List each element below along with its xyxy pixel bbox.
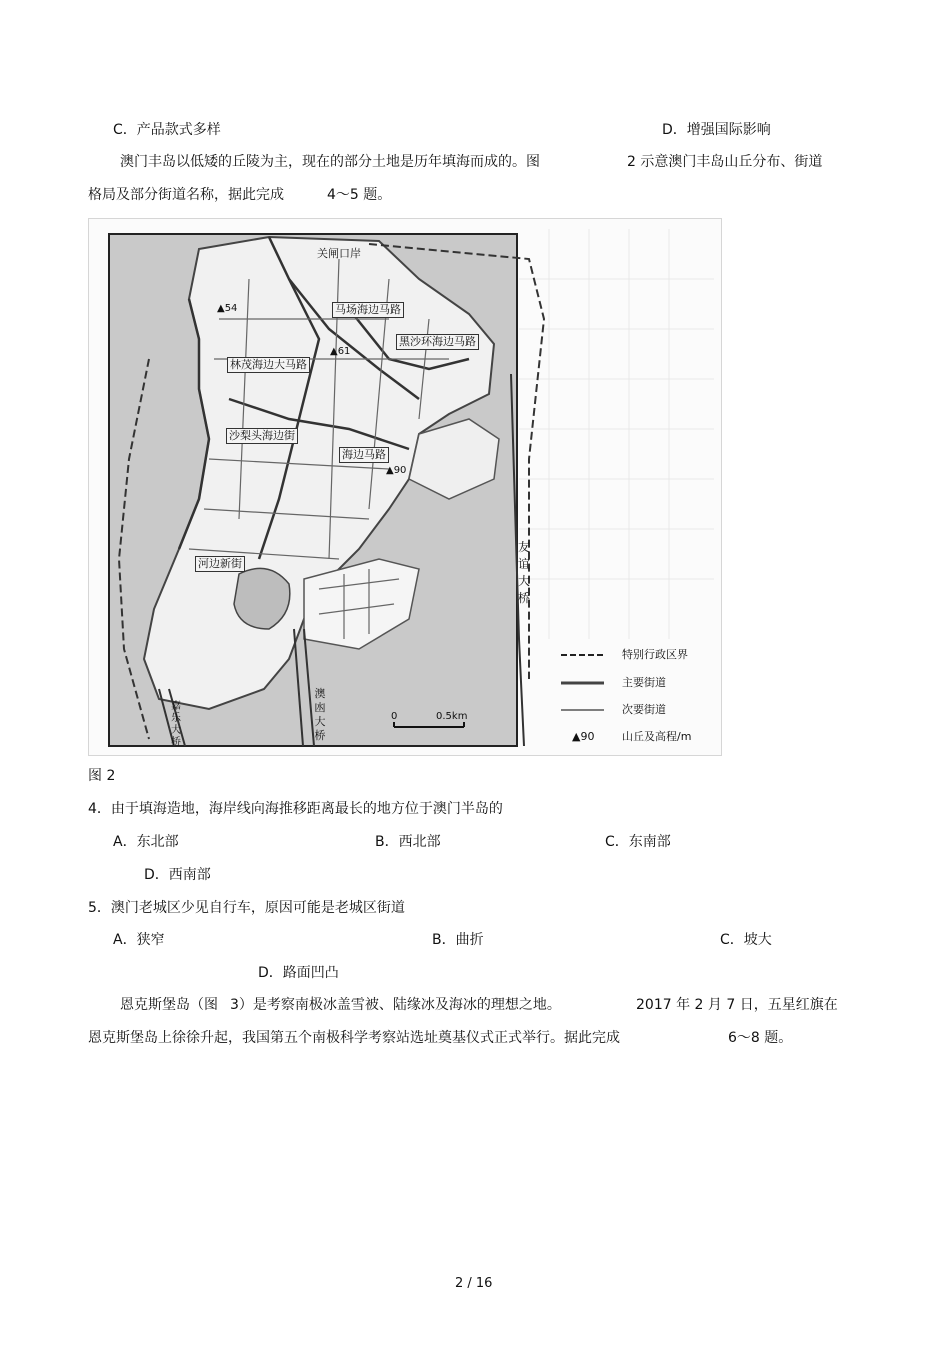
question-5-option-b: B．曲折 — [432, 932, 484, 948]
legend-secondary-street-label: 次要街道 — [622, 703, 666, 716]
map-label-hebian-street: 河边新街 — [195, 556, 245, 572]
question-4-option-d: D．西南部 — [144, 867, 211, 883]
intro-text-line-4b: 6～8 题。 — [728, 1030, 793, 1046]
question-5-option-d: D．路面凹凸 — [258, 965, 339, 981]
legend-boundary-label: 特别行政区界 — [622, 648, 688, 661]
map-label-shalitou-street: 沙梨头海边街 — [226, 428, 298, 444]
question-5: 5．澳门老城区少见自行车，原因可能是老城区街道 — [88, 900, 405, 916]
question-5-option-a: A．狭窄 — [113, 932, 165, 948]
macau-map-figure — [88, 218, 722, 756]
macau-map-drawing — [89, 219, 721, 755]
figure-caption: 图 2 — [88, 768, 116, 784]
peak-90: ▲90 — [386, 465, 407, 476]
question-4-option-c: C．东南部 — [605, 834, 671, 850]
legend-peak-label: 山丘及高程/m — [622, 730, 692, 743]
intro-text-line-3c: 2017 年 2 月 7 日，五星红旗在 — [636, 997, 838, 1013]
intro-text-line-3b: 3）是考察南极冰盖雪被、陆缘冰及海冰的理想之地。 — [230, 997, 561, 1013]
legend-peak-symbol: ▲90 — [572, 730, 595, 743]
bridge-youyi-label: 友谊大桥 — [517, 540, 530, 605]
map-label-guanzha: 关闸口岸 — [317, 247, 361, 260]
intro-text-line-2a: 格局及部分街道名称，据此完成 — [88, 187, 284, 203]
map-label-haibian-road: 海边马路 — [339, 447, 389, 463]
map-label-linmao-road: 林茂海边大马路 — [227, 357, 310, 373]
question-4-option-a: A．东北部 — [113, 834, 179, 850]
map-label-machang-road: 马场海边马路 — [332, 302, 404, 318]
peak-54: ▲54 — [217, 303, 238, 314]
question-4-option-b: B．西北部 — [375, 834, 441, 850]
intro-text-line-3a: 恩克斯堡岛（图 — [120, 997, 218, 1013]
page-number: 2 / 16 — [455, 1276, 493, 1291]
legend-main-street-label: 主要街道 — [622, 676, 666, 689]
option-d-international-influence: D．增强国际影响 — [662, 122, 771, 138]
scale-distance: 0.5km — [436, 711, 468, 722]
scale-zero: 0 — [391, 711, 398, 722]
question-4: 4．由于填海造地，海岸线向海推移距离最长的地方位于澳门半岛的 — [88, 801, 503, 817]
peak-61: ▲61 — [330, 346, 351, 357]
intro-text-line-1a: 澳门丰岛以低矮的丘陵为主，现在的部分土地是历年填海而成的。图 — [120, 154, 540, 170]
intro-text-line-1b: 2 示意澳门丰岛山丘分布、街道 — [627, 154, 823, 170]
map-label-heishahuan-road: 黑沙环海边马路 — [396, 334, 479, 350]
option-c-product-styles: C．产品款式多样 — [113, 122, 221, 138]
question-5-option-c: C．坡大 — [720, 932, 772, 948]
bridge-jiahui-label: 嘉乐大桥 — [171, 701, 181, 748]
bridge-aoxi-label: 澳凼大桥 — [314, 687, 326, 742]
intro-text-line-2b: 4～5 题。 — [327, 187, 392, 203]
intro-text-line-4a: 恩克斯堡岛上徐徐升起，我国第五个南极科学考察站选址奠基仪式正式举行。据此完成 — [88, 1030, 620, 1046]
